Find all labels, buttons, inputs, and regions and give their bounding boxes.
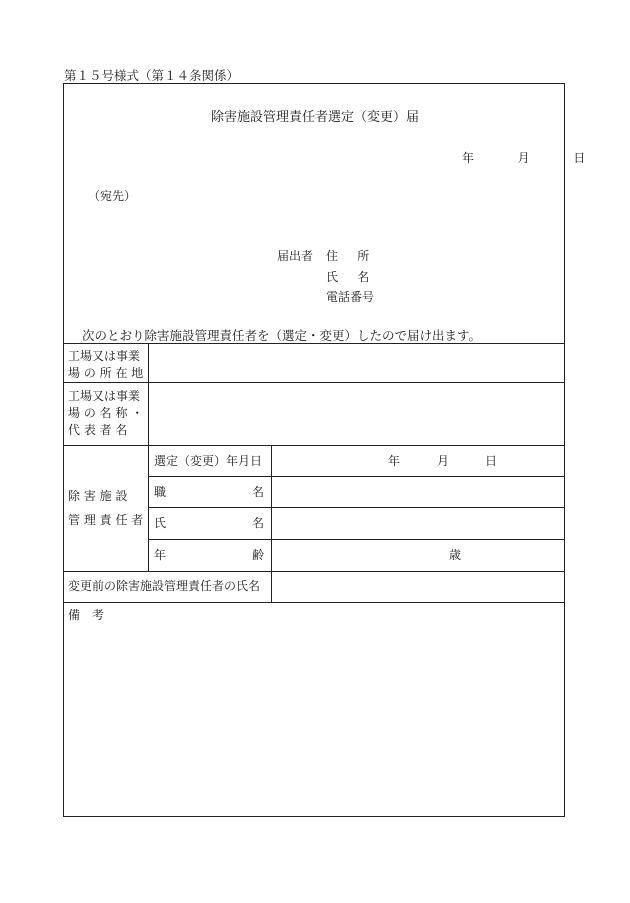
previous-manager-field[interactable] — [272, 572, 563, 601]
selection-day-label: 日 — [485, 454, 498, 468]
job-title-field[interactable] — [272, 477, 563, 507]
manager-group-label: 除 害 施 設 管 理 責 任 者 — [68, 489, 144, 527]
form-number-label: 第１５号様式（第１４条関係） — [64, 68, 240, 83]
selection-date-label: 選定（変更）年月日 — [154, 454, 263, 468]
selection-month-label: 月 — [437, 454, 450, 468]
manager-age-field[interactable] — [272, 540, 563, 570]
establishment-name-label: 工場又は事業 場 の 名 称 ・ 代 表 者 名 — [68, 389, 144, 437]
form-title: 除害施設管理責任者選定（変更）届 — [210, 110, 419, 125]
manager-name-label: 氏 名 — [154, 516, 264, 530]
age-unit-label: 歳 — [449, 548, 462, 562]
location-field[interactable] — [150, 344, 563, 381]
date-day-label: 日 — [573, 151, 586, 165]
selection-year-label: 年 — [388, 454, 401, 468]
addressee-label: （宛先） — [88, 189, 137, 203]
job-title-label: 職 名 — [154, 485, 264, 499]
manager-age-label: 年 齢 — [154, 548, 264, 562]
filer-label: 届出者 — [277, 249, 314, 263]
filer-name-label: 氏名 — [326, 270, 389, 284]
location-label: 工場又は事業 場 の 所 在 地 — [68, 349, 144, 380]
filer-phone-label: 電話番号 — [326, 290, 375, 304]
previous-manager-label: 変更前の除害施設管理責任者の氏名 — [68, 579, 261, 593]
date-month-label: 月 — [517, 151, 530, 165]
declaration-statement: 次のとおり除害施設管理責任者を（選定・変更）したので届け出ます。 — [82, 328, 482, 343]
submission-date[interactable] — [462, 149, 585, 166]
table-column-rule — [148, 343, 149, 571]
filer-address-label: 住所 — [326, 249, 389, 263]
date-year-label: 年 — [462, 151, 475, 165]
manager-name-field[interactable] — [272, 508, 563, 538]
form-frame — [63, 83, 586, 817]
remarks-field[interactable] — [65, 603, 563, 815]
remarks-label: 備 考 — [68, 608, 105, 622]
selection-date-field[interactable] — [272, 446, 563, 476]
establishment-name-field[interactable] — [150, 383, 563, 444]
